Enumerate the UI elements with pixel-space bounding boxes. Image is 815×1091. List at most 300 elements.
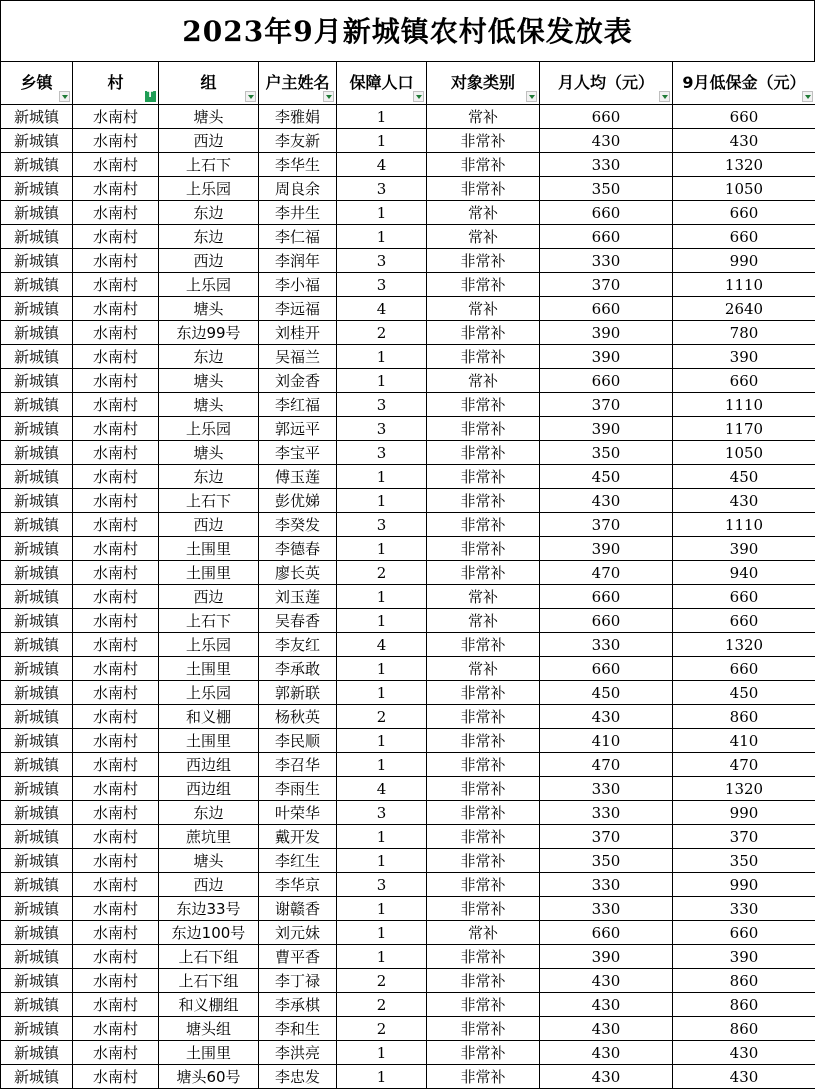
- cell-group[interactable]: 塘头: [159, 369, 259, 393]
- cell-monthly-per-person[interactable]: 430: [540, 1017, 673, 1041]
- cell-group[interactable]: 东边99号: [159, 321, 259, 345]
- cell-september-allowance[interactable]: 390: [673, 537, 815, 561]
- cell-village[interactable]: 水南村: [73, 1065, 159, 1089]
- filter-dropdown-icon[interactable]: [323, 91, 334, 102]
- cell-september-allowance[interactable]: 990: [673, 801, 815, 825]
- cell-group[interactable]: 塘头: [159, 297, 259, 321]
- cell-group[interactable]: 土围里: [159, 537, 259, 561]
- cell-monthly-per-person[interactable]: 430: [540, 1041, 673, 1065]
- cell-monthly-per-person[interactable]: 660: [540, 657, 673, 681]
- cell-group[interactable]: 西边组: [159, 777, 259, 801]
- cell-town[interactable]: 新城镇: [1, 1041, 73, 1065]
- cell-householder[interactable]: 傅玉莲: [259, 465, 337, 489]
- cell-group[interactable]: 塘头60号: [159, 1065, 259, 1089]
- cell-householder[interactable]: 廖长英: [259, 561, 337, 585]
- cell-september-allowance[interactable]: 780: [673, 321, 815, 345]
- cell-householder[interactable]: 李承敢: [259, 657, 337, 681]
- cell-group[interactable]: 土围里: [159, 1041, 259, 1065]
- cell-category[interactable]: 非常补: [427, 513, 540, 537]
- cell-insured-count[interactable]: 4: [337, 153, 427, 177]
- cell-insured-count[interactable]: 3: [337, 513, 427, 537]
- cell-category[interactable]: 非常补: [427, 993, 540, 1017]
- cell-village[interactable]: 水南村: [73, 465, 159, 489]
- cell-town[interactable]: 新城镇: [1, 465, 73, 489]
- cell-householder[interactable]: 李雅娟: [259, 105, 337, 129]
- cell-insured-count[interactable]: 2: [337, 969, 427, 993]
- cell-september-allowance[interactable]: 430: [673, 1041, 815, 1065]
- cell-town[interactable]: 新城镇: [1, 129, 73, 153]
- cell-group[interactable]: 和义棚组: [159, 993, 259, 1017]
- cell-group[interactable]: 塘头组: [159, 1017, 259, 1041]
- cell-september-allowance[interactable]: 990: [673, 249, 815, 273]
- cell-town[interactable]: 新城镇: [1, 825, 73, 849]
- cell-insured-count[interactable]: 1: [337, 921, 427, 945]
- cell-village[interactable]: 水南村: [73, 489, 159, 513]
- cell-village[interactable]: 水南村: [73, 417, 159, 441]
- cell-group[interactable]: 上石下: [159, 153, 259, 177]
- cell-category[interactable]: 非常补: [427, 321, 540, 345]
- cell-group[interactable]: 上乐园: [159, 633, 259, 657]
- cell-category[interactable]: 常补: [427, 921, 540, 945]
- cell-monthly-per-person[interactable]: 330: [540, 633, 673, 657]
- cell-village[interactable]: 水南村: [73, 177, 159, 201]
- cell-category[interactable]: 非常补: [427, 801, 540, 825]
- cell-town[interactable]: 新城镇: [1, 801, 73, 825]
- cell-householder[interactable]: 刘桂开: [259, 321, 337, 345]
- cell-group[interactable]: 上乐园: [159, 273, 259, 297]
- cell-town[interactable]: 新城镇: [1, 249, 73, 273]
- cell-insured-count[interactable]: 1: [337, 201, 427, 225]
- cell-september-allowance[interactable]: 660: [673, 225, 815, 249]
- cell-group[interactable]: 西边: [159, 513, 259, 537]
- filter-dropdown-icon[interactable]: [802, 91, 813, 102]
- cell-monthly-per-person[interactable]: 470: [540, 753, 673, 777]
- cell-september-allowance[interactable]: 470: [673, 753, 815, 777]
- cell-category[interactable]: 常补: [427, 297, 540, 321]
- cell-september-allowance[interactable]: 1320: [673, 633, 815, 657]
- cell-insured-count[interactable]: 4: [337, 297, 427, 321]
- cell-insured-count[interactable]: 2: [337, 705, 427, 729]
- cell-village[interactable]: 水南村: [73, 993, 159, 1017]
- cell-group[interactable]: 塘头: [159, 441, 259, 465]
- cell-insured-count[interactable]: 3: [337, 249, 427, 273]
- cell-category[interactable]: 非常补: [427, 753, 540, 777]
- cell-group[interactable]: 塘头: [159, 849, 259, 873]
- cell-september-allowance[interactable]: 860: [673, 993, 815, 1017]
- cell-group[interactable]: 东边100号: [159, 921, 259, 945]
- cell-category[interactable]: 非常补: [427, 705, 540, 729]
- cell-householder[interactable]: 郭远平: [259, 417, 337, 441]
- cell-category[interactable]: 非常补: [427, 249, 540, 273]
- cell-town[interactable]: 新城镇: [1, 969, 73, 993]
- cell-category[interactable]: 非常补: [427, 729, 540, 753]
- cell-insured-count[interactable]: 1: [337, 225, 427, 249]
- cell-town[interactable]: 新城镇: [1, 153, 73, 177]
- cell-monthly-per-person[interactable]: 660: [540, 201, 673, 225]
- cell-householder[interactable]: 李忠发: [259, 1065, 337, 1089]
- cell-householder[interactable]: 谢赣香: [259, 897, 337, 921]
- cell-monthly-per-person[interactable]: 450: [540, 681, 673, 705]
- cell-town[interactable]: 新城镇: [1, 561, 73, 585]
- cell-group[interactable]: 土围里: [159, 561, 259, 585]
- cell-insured-count[interactable]: 1: [337, 897, 427, 921]
- cell-september-allowance[interactable]: 660: [673, 585, 815, 609]
- cell-village[interactable]: 水南村: [73, 945, 159, 969]
- cell-village[interactable]: 水南村: [73, 585, 159, 609]
- cell-group[interactable]: 西边: [159, 873, 259, 897]
- cell-monthly-per-person[interactable]: 330: [540, 153, 673, 177]
- cell-monthly-per-person[interactable]: 330: [540, 801, 673, 825]
- cell-village[interactable]: 水南村: [73, 105, 159, 129]
- cell-category[interactable]: 非常补: [427, 537, 540, 561]
- cell-category[interactable]: 非常补: [427, 465, 540, 489]
- cell-householder[interactable]: 李宝平: [259, 441, 337, 465]
- cell-insured-count[interactable]: 2: [337, 993, 427, 1017]
- cell-monthly-per-person[interactable]: 370: [540, 513, 673, 537]
- cell-village[interactable]: 水南村: [73, 345, 159, 369]
- cell-september-allowance[interactable]: 450: [673, 465, 815, 489]
- cell-september-allowance[interactable]: 660: [673, 201, 815, 225]
- cell-householder[interactable]: 杨秋英: [259, 705, 337, 729]
- cell-september-allowance[interactable]: 430: [673, 489, 815, 513]
- cell-category[interactable]: 非常补: [427, 633, 540, 657]
- cell-september-allowance[interactable]: 860: [673, 969, 815, 993]
- cell-village[interactable]: 水南村: [73, 1041, 159, 1065]
- cell-category[interactable]: 非常补: [427, 849, 540, 873]
- cell-group[interactable]: 上石下组: [159, 969, 259, 993]
- cell-village[interactable]: 水南村: [73, 921, 159, 945]
- cell-group[interactable]: 上石下: [159, 609, 259, 633]
- cell-town[interactable]: 新城镇: [1, 537, 73, 561]
- filter-dropdown-icon[interactable]: [526, 91, 537, 102]
- cell-town[interactable]: 新城镇: [1, 345, 73, 369]
- cell-monthly-per-person[interactable]: 450: [540, 465, 673, 489]
- cell-village[interactable]: 水南村: [73, 897, 159, 921]
- cell-monthly-per-person[interactable]: 430: [540, 1065, 673, 1089]
- cell-householder[interactable]: 李承棋: [259, 993, 337, 1017]
- cell-category[interactable]: 非常补: [427, 393, 540, 417]
- cell-town[interactable]: 新城镇: [1, 201, 73, 225]
- cell-town[interactable]: 新城镇: [1, 849, 73, 873]
- cell-group[interactable]: 上乐园: [159, 681, 259, 705]
- cell-town[interactable]: 新城镇: [1, 585, 73, 609]
- cell-september-allowance[interactable]: 390: [673, 345, 815, 369]
- cell-village[interactable]: 水南村: [73, 201, 159, 225]
- cell-village[interactable]: 水南村: [73, 441, 159, 465]
- cell-september-allowance[interactable]: 1110: [673, 273, 815, 297]
- cell-householder[interactable]: 刘金香: [259, 369, 337, 393]
- cell-category[interactable]: 非常补: [427, 489, 540, 513]
- cell-village[interactable]: 水南村: [73, 1017, 159, 1041]
- cell-monthly-per-person[interactable]: 350: [540, 441, 673, 465]
- cell-village[interactable]: 水南村: [73, 561, 159, 585]
- cell-group[interactable]: 西边: [159, 585, 259, 609]
- cell-town[interactable]: 新城镇: [1, 609, 73, 633]
- cell-group[interactable]: 西边: [159, 249, 259, 273]
- cell-monthly-per-person[interactable]: 370: [540, 273, 673, 297]
- cell-category[interactable]: 非常补: [427, 681, 540, 705]
- cell-town[interactable]: 新城镇: [1, 225, 73, 249]
- cell-insured-count[interactable]: 1: [337, 729, 427, 753]
- cell-monthly-per-person[interactable]: 410: [540, 729, 673, 753]
- cell-category[interactable]: 非常补: [427, 1065, 540, 1089]
- cell-town[interactable]: 新城镇: [1, 753, 73, 777]
- cell-group[interactable]: 上乐园: [159, 177, 259, 201]
- cell-householder[interactable]: 吴福兰: [259, 345, 337, 369]
- cell-village[interactable]: 水南村: [73, 657, 159, 681]
- cell-householder[interactable]: 李红生: [259, 849, 337, 873]
- cell-category[interactable]: 常补: [427, 225, 540, 249]
- cell-september-allowance[interactable]: 1110: [673, 393, 815, 417]
- cell-householder[interactable]: 戴开发: [259, 825, 337, 849]
- cell-householder[interactable]: 李丁禄: [259, 969, 337, 993]
- cell-september-allowance[interactable]: 2640: [673, 297, 815, 321]
- cell-town[interactable]: 新城镇: [1, 177, 73, 201]
- cell-september-allowance[interactable]: 660: [673, 657, 815, 681]
- cell-householder[interactable]: 李友红: [259, 633, 337, 657]
- cell-town[interactable]: 新城镇: [1, 705, 73, 729]
- cell-september-allowance[interactable]: 410: [673, 729, 815, 753]
- cell-insured-count[interactable]: 1: [337, 1065, 427, 1089]
- cell-group[interactable]: 土围里: [159, 729, 259, 753]
- cell-category[interactable]: 非常补: [427, 153, 540, 177]
- cell-householder[interactable]: 刘元妹: [259, 921, 337, 945]
- column-header-group[interactable]: [159, 62, 259, 105]
- cell-category[interactable]: 非常补: [427, 945, 540, 969]
- cell-householder[interactable]: 李召华: [259, 753, 337, 777]
- cell-village[interactable]: 水南村: [73, 537, 159, 561]
- cell-village[interactable]: 水南村: [73, 873, 159, 897]
- cell-category[interactable]: 非常补: [427, 177, 540, 201]
- cell-village[interactable]: 水南村: [73, 273, 159, 297]
- cell-september-allowance[interactable]: 370: [673, 825, 815, 849]
- cell-insured-count[interactable]: 1: [337, 465, 427, 489]
- cell-category[interactable]: 常补: [427, 369, 540, 393]
- cell-householder[interactable]: 李小福: [259, 273, 337, 297]
- cell-insured-count[interactable]: 1: [337, 369, 427, 393]
- cell-category[interactable]: 非常补: [427, 1041, 540, 1065]
- cell-insured-count[interactable]: 2: [337, 1017, 427, 1041]
- cell-householder[interactable]: 李德春: [259, 537, 337, 561]
- cell-group[interactable]: 上石下: [159, 489, 259, 513]
- cell-insured-count[interactable]: 1: [337, 609, 427, 633]
- cell-insured-count[interactable]: 1: [337, 345, 427, 369]
- cell-september-allowance[interactable]: 390: [673, 945, 815, 969]
- filter-dropdown-icon[interactable]: [659, 91, 670, 102]
- cell-householder[interactable]: 李和生: [259, 1017, 337, 1041]
- cell-insured-count[interactable]: 1: [337, 825, 427, 849]
- cell-september-allowance[interactable]: 940: [673, 561, 815, 585]
- cell-village[interactable]: 水南村: [73, 249, 159, 273]
- cell-insured-count[interactable]: 3: [337, 441, 427, 465]
- cell-september-allowance[interactable]: 1320: [673, 153, 815, 177]
- cell-monthly-per-person[interactable]: 660: [540, 225, 673, 249]
- cell-monthly-per-person[interactable]: 430: [540, 489, 673, 513]
- cell-householder[interactable]: 李癸发: [259, 513, 337, 537]
- cell-town[interactable]: 新城镇: [1, 441, 73, 465]
- cell-village[interactable]: 水南村: [73, 153, 159, 177]
- cell-village[interactable]: 水南村: [73, 849, 159, 873]
- cell-monthly-per-person[interactable]: 350: [540, 177, 673, 201]
- cell-group[interactable]: 西边组: [159, 753, 259, 777]
- cell-group[interactable]: 东边: [159, 225, 259, 249]
- cell-insured-count[interactable]: 3: [337, 393, 427, 417]
- cell-group[interactable]: 东边: [159, 345, 259, 369]
- cell-category[interactable]: 非常补: [427, 825, 540, 849]
- cell-village[interactable]: 水南村: [73, 297, 159, 321]
- cell-category[interactable]: 非常补: [427, 561, 540, 585]
- cell-insured-count[interactable]: 4: [337, 777, 427, 801]
- cell-category[interactable]: 非常补: [427, 873, 540, 897]
- cell-town[interactable]: 新城镇: [1, 513, 73, 537]
- cell-village[interactable]: 水南村: [73, 705, 159, 729]
- cell-town[interactable]: 新城镇: [1, 1017, 73, 1041]
- cell-town[interactable]: 新城镇: [1, 657, 73, 681]
- cell-monthly-per-person[interactable]: 660: [540, 921, 673, 945]
- column-header-insured-count[interactable]: [337, 62, 427, 105]
- cell-village[interactable]: 水南村: [73, 969, 159, 993]
- cell-monthly-per-person[interactable]: 660: [540, 609, 673, 633]
- cell-village[interactable]: 水南村: [73, 753, 159, 777]
- cell-insured-count[interactable]: 2: [337, 321, 427, 345]
- cell-village[interactable]: 水南村: [73, 609, 159, 633]
- cell-insured-count[interactable]: 1: [337, 849, 427, 873]
- cell-september-allowance[interactable]: 430: [673, 1065, 815, 1089]
- cell-village[interactable]: 水南村: [73, 513, 159, 537]
- cell-insured-count[interactable]: 3: [337, 273, 427, 297]
- cell-village[interactable]: 水南村: [73, 369, 159, 393]
- cell-town[interactable]: 新城镇: [1, 873, 73, 897]
- cell-householder[interactable]: 李仁福: [259, 225, 337, 249]
- cell-village[interactable]: 水南村: [73, 777, 159, 801]
- cell-monthly-per-person[interactable]: 330: [540, 873, 673, 897]
- cell-september-allowance[interactable]: 1320: [673, 777, 815, 801]
- cell-householder[interactable]: 彭优娣: [259, 489, 337, 513]
- cell-group[interactable]: 上石下组: [159, 945, 259, 969]
- cell-september-allowance[interactable]: 1110: [673, 513, 815, 537]
- filter-dropdown-icon[interactable]: [413, 91, 424, 102]
- cell-september-allowance[interactable]: 860: [673, 1017, 815, 1041]
- cell-town[interactable]: 新城镇: [1, 1065, 73, 1089]
- cell-town[interactable]: 新城镇: [1, 273, 73, 297]
- cell-category[interactable]: 非常补: [427, 897, 540, 921]
- cell-monthly-per-person[interactable]: 430: [540, 705, 673, 729]
- cell-insured-count[interactable]: 2: [337, 561, 427, 585]
- cell-insured-count[interactable]: 1: [337, 945, 427, 969]
- cell-monthly-per-person[interactable]: 370: [540, 393, 673, 417]
- cell-group[interactable]: 东边: [159, 465, 259, 489]
- cell-householder[interactable]: 李润年: [259, 249, 337, 273]
- cell-insured-count[interactable]: 3: [337, 801, 427, 825]
- cell-group[interactable]: 东边33号: [159, 897, 259, 921]
- cell-category[interactable]: 非常补: [427, 129, 540, 153]
- cell-monthly-per-person[interactable]: 660: [540, 369, 673, 393]
- filter-dropdown-icon[interactable]: [145, 91, 156, 102]
- cell-town[interactable]: 新城镇: [1, 681, 73, 705]
- cell-monthly-per-person[interactable]: 430: [540, 129, 673, 153]
- cell-monthly-per-person[interactable]: 660: [540, 105, 673, 129]
- cell-town[interactable]: 新城镇: [1, 297, 73, 321]
- cell-category[interactable]: 常补: [427, 105, 540, 129]
- cell-householder[interactable]: 吴春香: [259, 609, 337, 633]
- cell-insured-count[interactable]: 1: [337, 129, 427, 153]
- cell-village[interactable]: 水南村: [73, 633, 159, 657]
- cell-town[interactable]: 新城镇: [1, 633, 73, 657]
- filter-dropdown-icon[interactable]: [59, 91, 70, 102]
- cell-group[interactable]: 土围里: [159, 657, 259, 681]
- cell-category[interactable]: 非常补: [427, 777, 540, 801]
- cell-insured-count[interactable]: 3: [337, 417, 427, 441]
- cell-town[interactable]: 新城镇: [1, 921, 73, 945]
- cell-group[interactable]: 东边: [159, 201, 259, 225]
- cell-group[interactable]: 和义棚: [159, 705, 259, 729]
- cell-monthly-per-person[interactable]: 330: [540, 249, 673, 273]
- cell-category[interactable]: 非常补: [427, 969, 540, 993]
- column-header-category[interactable]: [427, 62, 540, 105]
- cell-september-allowance[interactable]: 860: [673, 705, 815, 729]
- cell-town[interactable]: 新城镇: [1, 105, 73, 129]
- cell-town[interactable]: 新城镇: [1, 777, 73, 801]
- cell-insured-count[interactable]: 4: [337, 633, 427, 657]
- cell-september-allowance[interactable]: 660: [673, 921, 815, 945]
- cell-monthly-per-person[interactable]: 430: [540, 969, 673, 993]
- cell-insured-count[interactable]: 1: [337, 753, 427, 777]
- cell-householder[interactable]: 郭新联: [259, 681, 337, 705]
- cell-householder[interactable]: 周良余: [259, 177, 337, 201]
- cell-september-allowance[interactable]: 1050: [673, 177, 815, 201]
- cell-monthly-per-person[interactable]: 660: [540, 297, 673, 321]
- cell-householder[interactable]: 李雨生: [259, 777, 337, 801]
- cell-householder[interactable]: 叶荣华: [259, 801, 337, 825]
- cell-householder[interactable]: 李友新: [259, 129, 337, 153]
- cell-category[interactable]: 非常补: [427, 441, 540, 465]
- cell-householder[interactable]: 李民顺: [259, 729, 337, 753]
- cell-monthly-per-person[interactable]: 390: [540, 417, 673, 441]
- cell-september-allowance[interactable]: 990: [673, 873, 815, 897]
- cell-september-allowance[interactable]: 660: [673, 609, 815, 633]
- cell-category[interactable]: 非常补: [427, 1017, 540, 1041]
- cell-group[interactable]: 西边: [159, 129, 259, 153]
- cell-town[interactable]: 新城镇: [1, 393, 73, 417]
- cell-village[interactable]: 水南村: [73, 681, 159, 705]
- cell-village[interactable]: 水南村: [73, 321, 159, 345]
- cell-householder[interactable]: 李洪亮: [259, 1041, 337, 1065]
- cell-group[interactable]: 蔗坑里: [159, 825, 259, 849]
- cell-monthly-per-person[interactable]: 430: [540, 993, 673, 1017]
- cell-group[interactable]: 东边: [159, 801, 259, 825]
- cell-town[interactable]: 新城镇: [1, 897, 73, 921]
- column-header-town[interactable]: [1, 62, 73, 105]
- cell-town[interactable]: 新城镇: [1, 321, 73, 345]
- cell-september-allowance[interactable]: 1170: [673, 417, 815, 441]
- cell-householder[interactable]: 李红福: [259, 393, 337, 417]
- cell-category[interactable]: 常补: [427, 657, 540, 681]
- cell-monthly-per-person[interactable]: 330: [540, 897, 673, 921]
- cell-insured-count[interactable]: 3: [337, 177, 427, 201]
- cell-september-allowance[interactable]: 660: [673, 369, 815, 393]
- cell-householder[interactable]: 曹平香: [259, 945, 337, 969]
- column-header-september-allowance[interactable]: [673, 62, 815, 105]
- cell-monthly-per-person[interactable]: 660: [540, 585, 673, 609]
- cell-village[interactable]: 水南村: [73, 825, 159, 849]
- cell-september-allowance[interactable]: 330: [673, 897, 815, 921]
- cell-householder[interactable]: 刘玉莲: [259, 585, 337, 609]
- cell-town[interactable]: 新城镇: [1, 417, 73, 441]
- cell-monthly-per-person[interactable]: 370: [540, 825, 673, 849]
- cell-monthly-per-person[interactable]: 390: [540, 321, 673, 345]
- cell-category[interactable]: 非常补: [427, 273, 540, 297]
- cell-town[interactable]: 新城镇: [1, 993, 73, 1017]
